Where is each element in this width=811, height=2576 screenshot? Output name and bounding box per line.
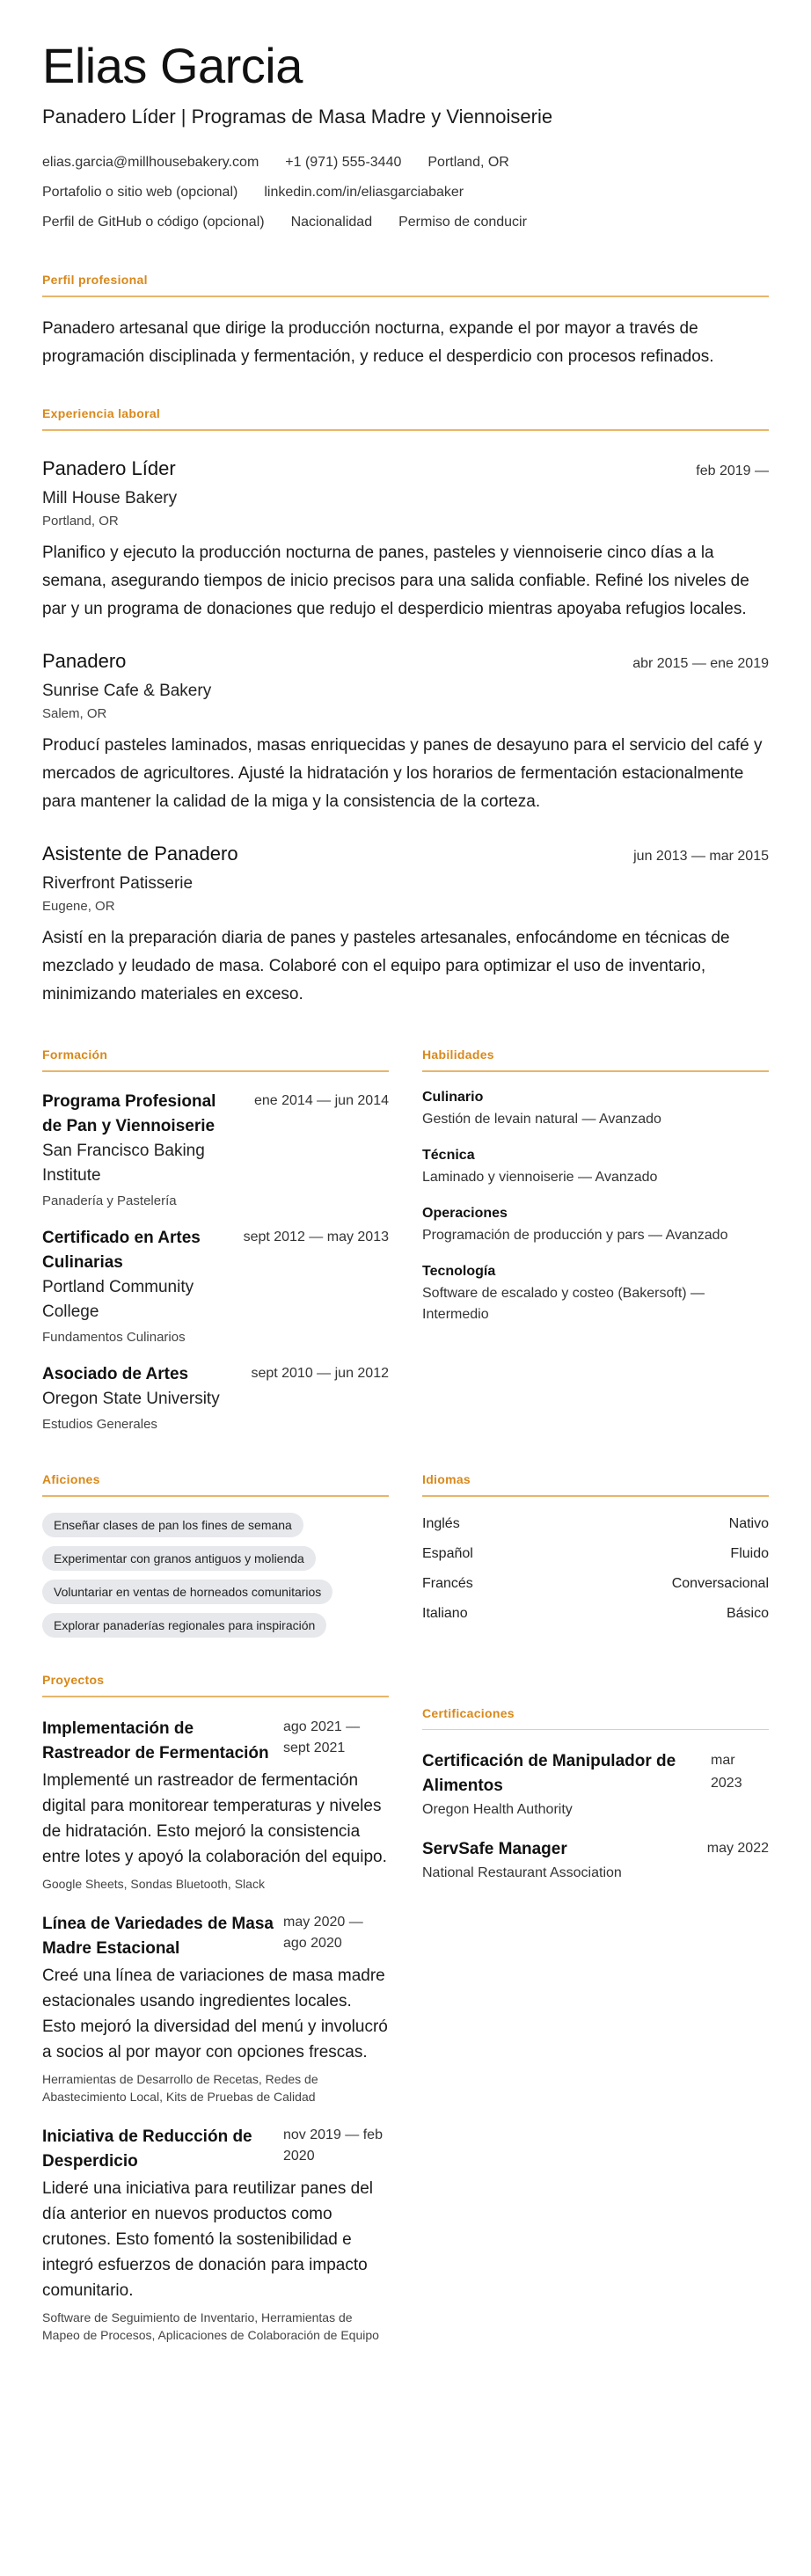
certification-issuer: Oregon Health Authority <box>422 1801 573 1817</box>
resume-header <box>42 39 769 237</box>
summary-text: Panadero artesanal que dirige la producción nocturna, expande el por mayor a través de programación disciplinada y fermentación, y reduce el desperdicio con procesos refinados. <box>42 318 714 366</box>
section-title-skills: Habilidades <box>422 1047 769 1072</box>
language-row <box>422 1569 769 1599</box>
section-title-certifications: Certificaciones <box>422 1706 769 1730</box>
language-level: Conversacional <box>671 1575 769 1591</box>
contact-portfolio[interactable]: Portafolio o sitio web (opcional) <box>42 184 238 200</box>
job-title: Panadero <box>42 649 127 672</box>
project-entry <box>42 1912 389 2105</box>
certification-date: may 2022 <box>706 1840 769 1856</box>
hobbies-section <box>42 1472 389 1638</box>
education-entry <box>42 1226 389 1345</box>
skill-entry <box>422 1206 769 1246</box>
skill-category: Culinario <box>422 1089 484 1105</box>
job-date: abr 2015 — ene 2019 <box>632 655 769 671</box>
project-entry <box>42 2125 389 2344</box>
education-date: sept 2012 — may 2013 <box>243 1229 389 1244</box>
education-entry <box>42 1362 389 1432</box>
candidate-name: Elias Garcia <box>42 38 303 93</box>
education-field: Fundamentos Culinarios <box>42 1329 186 1345</box>
section-title-languages: Idiomas <box>422 1472 769 1497</box>
language-row <box>422 1539 769 1569</box>
language-level: Básico <box>726 1605 769 1621</box>
language-level: Fluido <box>730 1545 769 1561</box>
language-row <box>422 1599 769 1629</box>
skill-detail: Programación de producción y pars — Avanzado <box>422 1227 728 1243</box>
job-description: Planifico y ejecuto la producción nocturna de panes, pasteles y viennoiserie cinco días a la semana, asegurando tiempos de inicio precisos para una salida confiable. Refiné los niveles de par y un programa de donaciones que redujo el desperdicio mientras apoyaba refugios locales. <box>42 543 749 618</box>
project-name: Iniciativa de Reducción de Desperdicio <box>42 2127 252 2171</box>
contact-linkedin[interactable]: linkedin.com/in/eliasgarciabaker <box>264 184 464 200</box>
skill-detail: Laminado y viennoiserie — Avanzado <box>422 1169 658 1185</box>
language-name: Francés <box>422 1575 473 1591</box>
hobbies-languages-row <box>42 1472 769 1638</box>
contact-github[interactable]: Perfil de GitHub o código (opcional) <box>42 214 265 230</box>
skill-detail: Software de escalado y costeo (Bakersoft) — Intermedio <box>422 1285 705 1322</box>
job-description: Producí pasteles laminados, masas enriquecidas y panes de desayuno para el servicio del café y mercados de agricultores. Ajusté la hidratación y los horarios de fermentación estacionalmente para mantener la calidad de la miga y la consistencia de la corteza. <box>42 735 763 811</box>
education-skills-row <box>42 1047 769 1432</box>
certification-name: ServSafe Manager <box>422 1839 567 1858</box>
job-company: Sunrise Cafe & Bakery <box>42 681 212 700</box>
project-date: nov 2019 — feb 2020 <box>283 2127 383 2164</box>
language-name: Italiano <box>422 1605 468 1621</box>
project-name: Implementación de Rastreador de Fermentación <box>42 1719 269 1762</box>
certification-date: mar 2023 <box>711 1752 742 1791</box>
education-date: ene 2014 — jun 2014 <box>253 1092 389 1108</box>
education-field: Estudios Generales <box>42 1416 157 1432</box>
skills-section <box>422 1047 769 1432</box>
skill-category: Técnica <box>422 1147 475 1163</box>
hobby-chip: Enseñar clases de pan los fines de semana <box>42 1513 303 1537</box>
section-title-education: Formación <box>42 1047 389 1072</box>
education-degree: Certificado en Artes Culinarias <box>42 1228 201 1272</box>
projects-section <box>42 1673 389 2344</box>
language-row <box>422 1509 769 1539</box>
job-company: Mill House Bakery <box>42 488 178 507</box>
project-date: may 2020 — ago 2020 <box>283 1914 363 1951</box>
contact-info <box>42 148 769 237</box>
summary-section <box>42 273 769 371</box>
certification-entry <box>422 1749 769 1818</box>
project-entry <box>42 1717 389 1893</box>
skill-detail: Gestión de levain natural — Avanzado <box>422 1111 661 1127</box>
job-entry <box>42 843 769 1009</box>
section-title-experience: Experiencia laboral <box>42 406 769 431</box>
project-description: Lideré una iniciativa para reutilizar panes del día anterior en nuevos productos como crutones. Esto fomentó la sostenibilidad e integró esfuerzos de donación para impacto comunitario. <box>42 2178 374 2300</box>
project-tools: Software de Seguimiento de Inventario, Herramientas de Mapeo de Procesos, Aplicaciones de Colaboración de Equipo <box>42 2310 379 2342</box>
job-title: Panadero Líder <box>42 456 176 479</box>
contact-nationality: Nacionalidad <box>290 214 373 230</box>
contact-email[interactable]: elias.garcia@millhousebakery.com <box>42 154 259 170</box>
project-tools: Google Sheets, Sondas Bluetooth, Slack <box>42 1876 265 1891</box>
section-title-hobbies: Aficiones <box>42 1472 389 1497</box>
experience-section <box>42 406 769 1009</box>
certification-issuer: National Restaurant Association <box>422 1864 622 1880</box>
education-field: Panadería y Pastelería <box>42 1193 177 1208</box>
job-date: jun 2013 — mar 2015 <box>633 848 769 864</box>
skill-entry <box>422 1148 769 1188</box>
job-description: Asistí en la preparación diaria de panes y pasteles artesanales, enfocándome en técnicas de mezclado y leudado de masa. Colaboré con el equipo para optimizar el uso de inventario, minimizando materiales en exceso. <box>42 928 730 1003</box>
education-degree: Asociado de Artes <box>42 1364 189 1383</box>
job-location: Eugene, OR <box>42 898 115 914</box>
certification-entry <box>422 1837 769 1881</box>
job-entry <box>42 457 769 624</box>
hobby-chip: Voluntariar en ventas de horneados comunitarios <box>42 1580 332 1604</box>
candidate-headline: Panadero Líder | Programas de Masa Madre y Viennoiserie <box>42 105 553 128</box>
language-name: Español <box>422 1545 473 1561</box>
education-date: sept 2010 — jun 2012 <box>251 1365 389 1381</box>
project-date: ago 2021 — sept 2021 <box>283 1719 361 1755</box>
education-entry <box>42 1090 389 1208</box>
certifications-section <box>422 1706 769 2344</box>
language-name: Inglés <box>422 1515 460 1531</box>
projects-certifications-row <box>42 1673 769 2344</box>
project-description: Creé una línea de variaciones de masa madre estacionales usando ingredientes locales. Esto mejoró la diversidad del menú y involucró a socios al por mayor con opciones frescas. <box>42 1966 388 2062</box>
education-school: Oregon State University <box>42 1389 220 1408</box>
project-description: Implementé un rastreador de fermentación digital para monitorear temperaturas y niveles de hidratación. Esto mejoró la consistencia entre lotes y apoyó la colaboración del equipo. <box>42 1770 387 1866</box>
language-list <box>422 1509 769 1629</box>
section-title-summary: Perfil profesional <box>42 273 769 297</box>
education-school: Portland Community College <box>42 1277 194 1321</box>
education-section <box>42 1047 389 1432</box>
contact-phone[interactable]: +1 (971) 555-3440 <box>285 154 402 170</box>
skill-entry <box>422 1264 769 1325</box>
skill-entry <box>422 1090 769 1130</box>
certification-name: Certificación de Manipulador de Alimentos <box>422 1751 676 1795</box>
education-school: San Francisco Baking Institute <box>42 1141 205 1185</box>
job-location: Salem, OR <box>42 705 107 721</box>
hobby-chip: Explorar panaderías regionales para inspiración <box>42 1613 326 1638</box>
languages-section <box>422 1472 769 1638</box>
skill-category: Tecnología <box>422 1263 496 1279</box>
contact-location: Portland, OR <box>427 154 509 170</box>
job-location: Portland, OR <box>42 513 119 529</box>
section-title-projects: Proyectos <box>42 1673 389 1697</box>
job-date: feb 2019 — <box>696 463 769 478</box>
skill-category: Operaciones <box>422 1205 508 1221</box>
project-name: Línea de Variedades de Masa Madre Estacional <box>42 1914 274 1958</box>
language-level: Nativo <box>728 1515 769 1531</box>
contact-license: Permiso de conducir <box>398 214 527 230</box>
hobby-chip: Experimentar con granos antiguos y molienda <box>42 1546 316 1571</box>
project-tools: Herramientas de Desarrollo de Recetas, Redes de Abastecimiento Local, Kits de Pruebas de Calidad <box>42 2071 318 2104</box>
job-title: Asistente de Panadero <box>42 842 238 865</box>
education-degree: Programa Profesional de Pan y Viennoiserie <box>42 1091 216 1135</box>
job-company: Riverfront Patisserie <box>42 873 194 893</box>
hobby-list <box>42 1513 389 1638</box>
job-entry <box>42 650 769 816</box>
